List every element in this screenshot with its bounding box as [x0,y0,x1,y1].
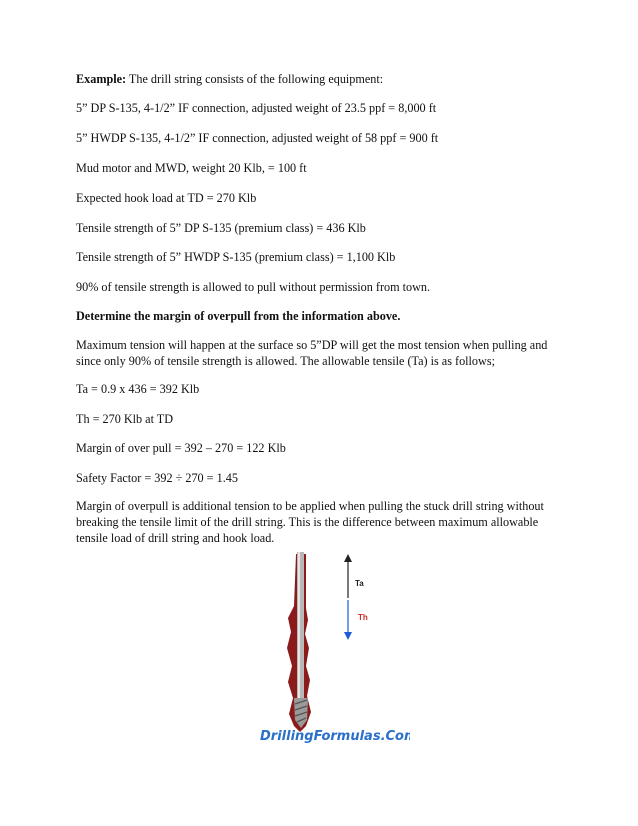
example-text: The drill string consists of the following equipment: [126,72,384,86]
calc-safety-factor: Safety Factor = 392 ÷ 270 = 1.45 [76,471,238,485]
equipment-item-dp: 5” DP S-135, 4-1/2” IF connection, adjusted weight of 23.5 ppf = 8,000 ft [76,101,437,115]
equipment-item-hook-load: Expected hook load at TD = 270 Klb [76,191,257,205]
equipment-item-hwdp: 5” HWDP S-135, 4-1/2” IF connection, adjusted weight of 58 ppf = 900 ft [76,131,439,145]
equipment-item-dp-tensile: Tensile strength of 5” DP S-135 (premium class) = 436 Klb [76,221,366,235]
calc-th: Th = 270 Klb at TD [76,412,174,426]
explanation-paragraph: Maximum tension will happen at the surface so 5”DP will get the most tension when pulling and since only 90% of tensile strength is allowed. The allowable tensile (Ta) is as follows; [76,338,548,368]
calc-margin: Margin of over pull = 392 – 270 = 122 Klb [76,441,286,455]
equipment-item-mud-motor: Mud motor and MWD, weight 20 Klb, = 100 ft [76,161,307,175]
watermark-logo: DrillingFormulas.Com [260,729,410,744]
equipment-item-hwdp-tensile: Tensile strength of 5” HWDP S-135 (premium class) = 1,100 Klb [76,250,396,264]
th-arrow-head [344,632,352,640]
drill-string-diagram [260,548,410,748]
ta-arrow-head [344,554,352,562]
example-paragraph [76,71,568,87]
conclusion-paragraph: Margin of overpull is additional tension to be applied when pulling the stuck drill string without breaking the tensile limit of the drill string. This is the difference between maximum allowable tensile load of drill string and hook load. [76,499,544,545]
equipment-item-allowance: 90% of tensile strength is allowed to pull without permission from town. [76,280,431,294]
question-heading: Determine the margin of overpull from the information above. [76,309,401,323]
overpull-figure [260,548,410,748]
drill-pipe-highlight [298,552,300,722]
calc-ta: Ta = 0.9 x 436 = 392 Klb [76,382,200,396]
ta-label: Ta [355,579,364,588]
th-label: Th [358,613,368,622]
example-label: Example: [76,72,127,86]
